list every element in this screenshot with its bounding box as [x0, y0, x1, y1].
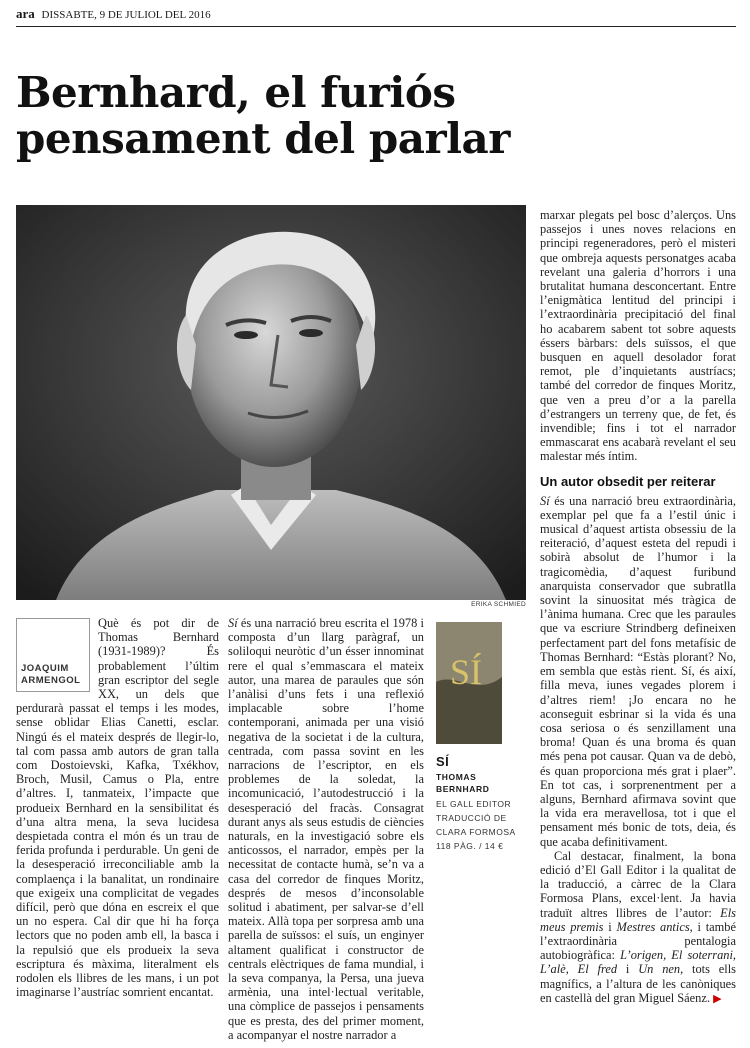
- column-3-lead-title: Sí: [540, 493, 550, 508]
- column-1-text: Què és pot dir de Thomas Bernhard (1931-1989)? És probablement l’últim gran escriptor del segle XX, un dels que perdurarà passat el temps i les modes, sense oblidar Elias Canetti, esclar. Ningú és el mateix després de llegir-lo, tal com passa amb autors de gran talla com Dostoievski, Kafka, Txékhov, Broch, Musil, Camus o Pla, entre d’altres. I, tanmateix, l’impacte que produeix Bernhard en la sensibilitat és d’una altra mena, la seva lucidesa despietada contra el món és un trau de ferida profunda i perdurable. Un geni de la desesperació irreconciliable amb la complaença i la banalitat, un rondinaire que exigeix una complicitat de vegades difícil, però que dóna en escreix el que un no espera. Cal dir que hi ha força lectors que no poden amb ell, la basca i la repulsió que els produeix la seva escriptura és màxima, literalment els rodolen els llibres de les mans, i un pot imaginarse l’austríac somrient encantat.: [16, 616, 219, 1000]
- column-3-paragraph-3: [540, 849, 736, 1006]
- headline-line-1: Bernhard, el furiós: [16, 68, 456, 117]
- article-end-icon: ▶: [713, 991, 722, 1005]
- issue-date: DISSABTE, 9 DE JULIOL DEL 2016: [41, 9, 211, 21]
- book-translation-label: TRADUCCIÓ DE: [436, 813, 507, 823]
- p3-title-h: Un nen: [638, 962, 681, 977]
- book-author-first: THOMAS: [436, 772, 477, 782]
- article-headline: [16, 70, 736, 162]
- article-column-3: [540, 208, 736, 1006]
- p3-text-g: i: [617, 962, 639, 977]
- column-2-text: és una narració breu escrita el 1978 i composta d’un llarg paràgraf, un soliloqui neuròtic d’un ésser innominat rere el qual s’emmascara el mateix autor, una marea de paraules que són l’anàlisi d’uns fets i una reflexió implacable sobre l’home contemporani, animada per una visió negativa de la societat i de la cultura, centrada, com passa sovint en les narracions de l’escriptor, en els problemes de la soledat, la incomunicació, l’autodestrucció i la desesperació del fracàs. Consagrat durant anys als seus estudis de ciències naturals, en la investigació sobre els anticossos, el narrador, empès per la necessitat de contacte humà, se’n va a casa del corredor de finques Moritz, després de mesos d’inconsolable solitud i abatiment, per salvar-se d’ell mateix. Allà topa per sorpresa amb una parella de suïssos: el suís, un enginyer altament qualificat i constructor de centrals elèctriques de fama mundial, i la seva companya, la Persa, una jueva armènia, una intel·lectual veritable, una còmplice de passejos i pensaments que es presta, des del primer moment, a acompanyar el nostre narrador a: [228, 616, 424, 1042]
- p3-text-a: Cal destacar, finalment, la bona edició d’El Gall Editor i la qualitat de la traducció, a càrrec de la Clara Formosa Plans, excel·lent. Ja havia traduït altres llibres de l’autor:: [540, 848, 736, 920]
- p3-text-c: i: [603, 919, 617, 934]
- book-author-last: BERNHARD: [436, 784, 490, 794]
- p3-title-b: Els meus premis: [540, 905, 736, 934]
- column-3-paragraph-2-text: és una narració breu extraordinària, exemplar pel que fa a l’estil únic i musical d’aquest artista obsessiu de la reiteració, d’aquest esteta del repudi i sobirà absolut de l’humor i la tragicomèdia, d’aquest furibund anarquista conservador que subratlla sovint la sinuositat més tràgica de l’ànima humana. Crec que les paraules que va escriure Strindberg defineixen perfectament part del fons metafísic de Thomas Bernhard: “Estàs plorant? No, em sembla que estàs rient. Sí, és així, filla meva, iunes vegades plorem i d’altres riem! ¡Jo encara no he aconseguit esbrinar si la vida és una cosa seriosa o és senzillament una broma! Quan és una broma és quan més pena pot causar. Quan va de debò, és quan proporciona més grat i plaer”. En tot cas, i sorprenentment per a alguns, Bernhard afirmava sovint que la vida era meravellosa, tot i que el pensament més bonic de tots, deia, és que acaba definitivament.: [540, 493, 736, 849]
- author-last-name: ARMENGOL: [21, 675, 81, 686]
- page-header: [16, 6, 736, 24]
- photo-credit: ERIKA SCHMIED: [471, 601, 526, 608]
- book-title: SÍ: [436, 754, 450, 769]
- newspaper-brand: ara: [16, 6, 35, 21]
- p3-title-d: Mestres antics: [616, 919, 690, 934]
- article-column-2: [228, 616, 424, 1042]
- column-2-lead-title: Sí: [228, 616, 238, 630]
- book-cover-image: [436, 622, 502, 744]
- book-pages-price: 118 PÀG. / 14 €: [436, 841, 504, 851]
- column-3-paragraph-1: marxar plegats pel bosc d’alerços. Uns passejos i unes noves relacions en principi regeneradores, però el misteri que ombreja aquests personatges acaba revelant una galeria d’horrors i una brutalitat humana desconcertant. Entre l’enigmàtica lentitud del principi i l’extraordinària precipitació del final ho acabarem sabent tot sobre aquests éssers bàrbars: dels suïssos, el que busquen en aquell desolador forat remot, ple d’inquietants austríacs; també del corredor de finques Moritz, que ven a preu d’or a la parella d’estrangers un terreny que, de fet, és invendible; fins i tot el narrador emmascarat ens acabarà revelant el seu malestar més íntim.: [540, 208, 736, 464]
- book-cover-text: SÍ: [450, 652, 483, 692]
- author-byline-box: [16, 618, 90, 692]
- book-translator: CLARA FORMOSA: [436, 827, 516, 837]
- p3-text-i: , tots ells magnífics, a l’altura de les canòniques en castellà del gran Miguel Sáenz.: [540, 962, 736, 1005]
- headline-line-2: pensament del parlar: [16, 114, 510, 163]
- book-details: [436, 797, 532, 853]
- book-info-box: [436, 622, 532, 853]
- column-2-paragraph: [228, 616, 424, 1042]
- author-first-name: JOAQUIM: [21, 663, 69, 674]
- header-rule: [16, 26, 736, 27]
- p3-title-f: L’origen, El soterrani, L’alè, El fred: [540, 948, 736, 977]
- book-publisher: EL GALL EDITOR: [436, 799, 512, 809]
- article-column-1: [16, 616, 219, 999]
- book-author: [436, 771, 532, 795]
- author-portrait-photo: [16, 205, 526, 600]
- column-3-paragraph-2: [540, 494, 736, 849]
- p3-text-e: , i també l’extraordinària pentalogia autobiogràfica:: [540, 919, 736, 963]
- author-byline: [21, 663, 80, 687]
- section-subheading: Un autor obsedit per reiterar: [540, 473, 716, 489]
